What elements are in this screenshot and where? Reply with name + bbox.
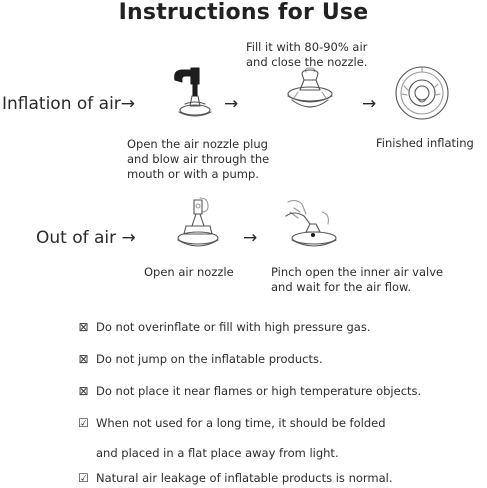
cross-box-icon: ⊠	[78, 320, 89, 334]
inflation-step2-caption	[246, 40, 367, 70]
note-item-5	[78, 471, 393, 485]
note-text: Do not jump on the inflatable products.	[96, 352, 323, 366]
deflation-arrow-1: →	[243, 228, 258, 248]
deflation-step2-line-2: and wait for the air flow.	[271, 280, 412, 294]
inflation-step3-caption: Finished inflating	[376, 136, 474, 150]
note-item-4	[78, 416, 386, 430]
deflation-step1-caption: Open air nozzle	[144, 265, 234, 279]
check-box-icon: ☑	[78, 416, 89, 430]
note-text: Natural air leakage of inflatable products is normal.	[96, 471, 393, 485]
note-text: Do not place it near flames or high temperature objects.	[96, 384, 422, 398]
cross-box-icon: ⊠	[78, 384, 89, 398]
valve-filled-illustration	[282, 68, 338, 120]
inflation-step2-line-2: and close the nozzle.	[246, 55, 368, 69]
deflation-step2-line-1: Pinch open the inner air valve	[271, 265, 444, 279]
cross-box-icon: ⊠	[78, 352, 89, 366]
valve-open-pump-illustration	[165, 66, 215, 118]
note-item-4-continuation: and placed in a flat place away from light.	[96, 446, 339, 460]
inflation-arrow-1: →	[224, 94, 239, 114]
inflation-step1-caption	[127, 137, 269, 182]
page-title: Instructions for Use	[118, 0, 369, 25]
inflation-step1-line-3: mouth or with a pump.	[127, 167, 259, 181]
deflation-step2-caption	[271, 265, 443, 295]
inflation-label: Inflation of air→	[2, 94, 136, 114]
check-box-icon: ☑	[78, 471, 89, 485]
valve-closed-illustration	[394, 64, 450, 122]
note-text: Do not overinflate or fill with high pressure gas.	[96, 320, 371, 334]
nozzle-open-illustration	[172, 196, 222, 254]
deflation-label: Out of air →	[36, 228, 136, 248]
note-item-2	[78, 352, 323, 366]
inflation-step1-line-1: Open the air nozzle plug	[127, 137, 268, 151]
inflation-step1-line-2: and blow air through the	[127, 152, 270, 166]
note-item-3	[78, 384, 421, 398]
inflation-step2-line-1: Fill it with 80-90% air	[246, 40, 368, 54]
note-item-1	[78, 320, 371, 334]
pinch-valve-illustration	[280, 196, 340, 254]
note-text: When not used for a long time, it should be folded	[96, 416, 386, 430]
inflation-arrow-2: →	[362, 94, 377, 114]
